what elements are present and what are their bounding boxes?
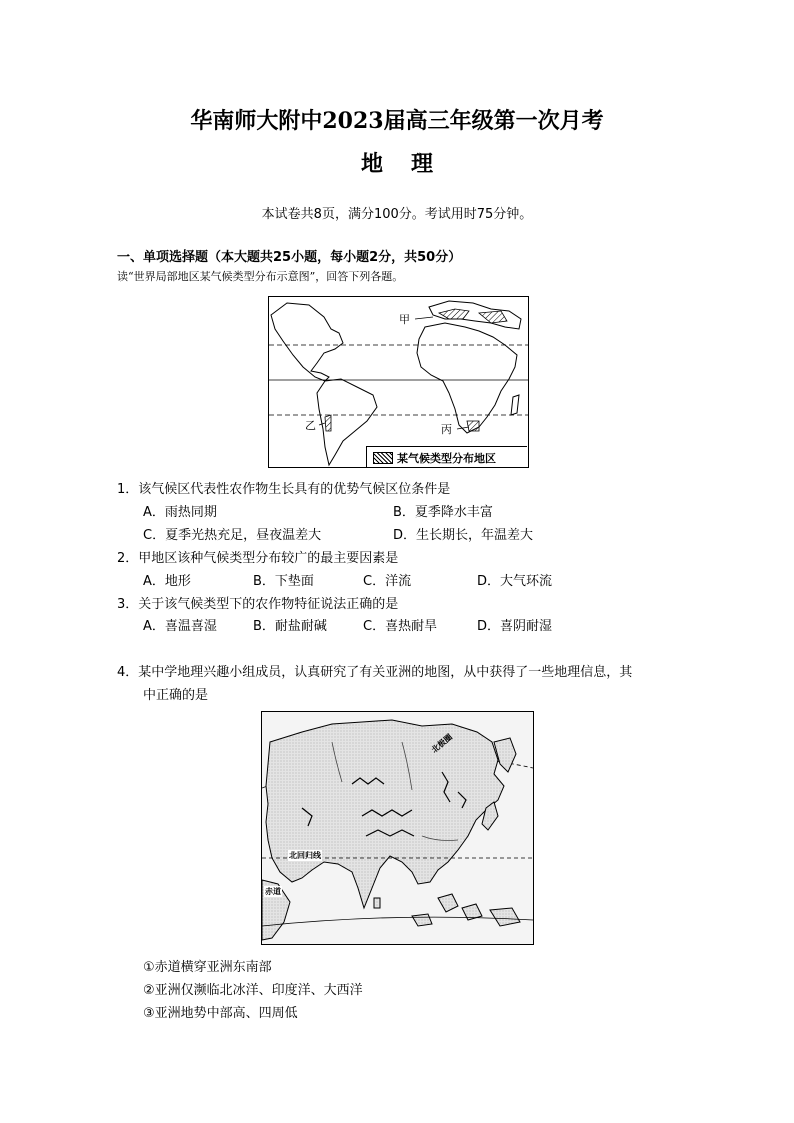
label-yi: 乙 — [305, 419, 316, 432]
q2-option-d: D．大气环流 — [477, 574, 553, 589]
section-heading: 一、单项选择题（本大题共25小题，每小题2分，共50分） — [117, 250, 462, 265]
q3-option-a: A．喜温喜湿 — [143, 619, 217, 634]
asia-map — [261, 711, 534, 945]
legend-label: 某气候类型分布地区 — [397, 452, 496, 465]
q1-option-c: C．夏季光热充足，昼夜温差大 — [143, 528, 322, 543]
label-tropic-of-cancer: 北回归线 — [289, 851, 321, 860]
statement-2: ②亚洲仅濒临北冰洋、印度洋、大西洋 — [143, 983, 363, 998]
question-2: 2．甲地区该种气候类型分布较广的最主要因素是 — [117, 551, 399, 566]
q2-option-c: C．洋流 — [363, 574, 412, 589]
question-3: 3．关于该气候类型下的农作物特征说法正确的是 — [117, 597, 399, 612]
asia-map-drawing — [262, 712, 533, 944]
label-arctic-circle: 北极圈 — [429, 732, 455, 755]
q1-option-d: D．生长期长，年温差大 — [393, 528, 534, 543]
map-legend — [366, 446, 527, 467]
exam-title: 华南师大附中2023届高三年级第一次月考 — [190, 108, 604, 134]
label-jia: 甲 — [399, 313, 410, 326]
question-4-cont: 中正确的是 — [143, 688, 209, 703]
legend-swatch — [373, 452, 393, 464]
label-bing: 丙 — [441, 423, 452, 436]
question-1: 1．该气候区代表性农作物生长具有的优势气候区位条件是 — [117, 482, 451, 497]
q2-option-b: B．下垫面 — [253, 574, 314, 589]
q3-option-d: D．喜阴耐湿 — [477, 619, 553, 634]
q1-option-b: B．夏季降水丰富 — [393, 505, 493, 520]
statement-1: ①赤道横穿亚洲东南部 — [143, 960, 272, 975]
q2-option-a: A．地形 — [143, 574, 191, 589]
section-intro: 读“世界局部地区某气候类型分布示意图”，回答下列各题。 — [117, 270, 404, 283]
statement-3: ③亚洲地势中部高、四周低 — [143, 1006, 298, 1021]
exam-info: 本试卷共8页，满分100分。考试用时75分钟。 — [261, 207, 533, 222]
label-equator: 赤道 — [265, 887, 281, 896]
q1-option-a: A．雨热同期 — [143, 505, 217, 520]
climate-map — [268, 296, 529, 468]
subject-title: 地理 — [360, 151, 461, 177]
q3-option-c: C．喜热耐旱 — [363, 619, 438, 634]
question-4: 4．某中学地理兴趣小组成员，认真研究了有关亚洲的地图，从中获得了一些地理信息，其 — [117, 665, 633, 680]
q3-option-b: B．耐盐耐碱 — [253, 619, 327, 634]
